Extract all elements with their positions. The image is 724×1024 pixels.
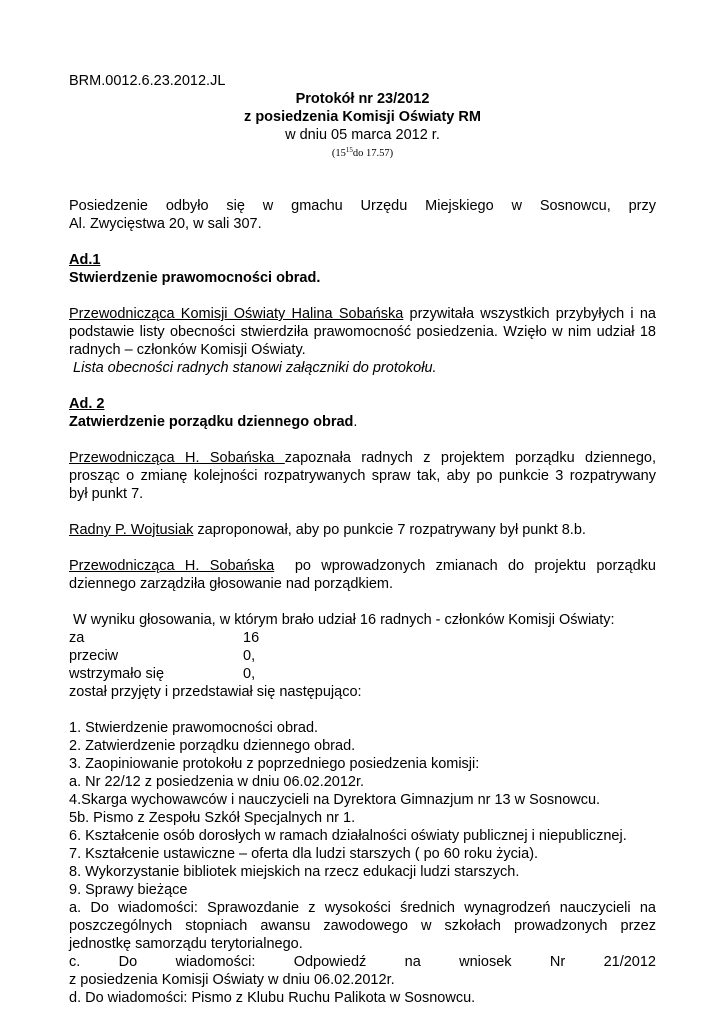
agenda-item: 8. Wykorzystanie bibliotek miejskich na rzecz edukacji ludzi starszych. bbox=[69, 864, 520, 880]
agenda-item: 3. Zaopiniowanie protokołu z poprzedniego posiedzenia komisji: bbox=[69, 756, 480, 772]
agenda-item: 4.Skarga wychowawców i nauczycieli na Dyrektora Gimnazjum nr 13 w Sosnowcu. bbox=[69, 792, 601, 808]
ad2-p3-line-2: dziennego zarządziła głosowanie nad porządkiem. bbox=[69, 576, 394, 592]
agenda-item-a-line-1: a. Do wiadomości: Sprawozdanie z wysokości średnich wynagrodzeń nauczycieli na bbox=[69, 900, 656, 916]
ad1-text-line-3: radnych – członków Komisji Oświaty. bbox=[69, 342, 306, 358]
document-page bbox=[69, 72, 656, 1007]
meeting-time: ($15^{15}do$ 17.57) bbox=[331, 146, 394, 159]
intro-line-1: Posiedzenie odbyło się w gmachu Urzędu Miejskiego w Sosnowcu, przy bbox=[69, 198, 656, 214]
agenda-item-c-line-2: z posiedzenia Komisji Oświaty w dniu 06.02.2012r. bbox=[69, 972, 395, 988]
ad2-p1-line-3: był punkt 7. bbox=[69, 486, 144, 502]
ad2-p3-speaker: Przewodnicząca H. Sobańska bbox=[69, 558, 275, 574]
agenda-item: 6. Kształcenie osób dorosłych w ramach działalności oświaty publicznej i niepublicznej. bbox=[69, 828, 627, 844]
ad2-p1-line-1: Przewodnicząca H. Sobańska zapoznała radnych z projektem porządku dziennego, bbox=[69, 450, 656, 466]
agenda-item: a. Nr 22/12 z posiedzenia w dniu 06.02.2012r. bbox=[69, 774, 365, 790]
agenda-item: 2. Zatwierdzenie porządku dziennego obrad. bbox=[69, 738, 356, 754]
ad1-attendance-note: Lista obecności radnych stanowi załączniki do protokołu. bbox=[69, 360, 437, 376]
vote-row-abstained: wstrzymało się 0, bbox=[69, 666, 256, 682]
ad2-p3-line-1: Przewodnicząca H. Sobańska po wprowadzonych zmianach do projektu porządku bbox=[69, 558, 656, 574]
agenda-item: 7. Kształcenie ustawiczne – oferta dla ludzi starszych ( po 60 roku życia). bbox=[69, 846, 539, 862]
time-start-minutes: 15 bbox=[345, 146, 353, 154]
ad1-text-line-1: Przewodnicząca Komisji Oświaty Halina Sobańska przywitała wszystkich przybyłych i na bbox=[69, 306, 656, 322]
protocol-subtitle: z posiedzenia Komisji Oświaty RM bbox=[244, 109, 481, 125]
meeting-date: w dniu 05 marca 2012 r. bbox=[285, 127, 440, 143]
agenda-item-a-line-3: jednostkę samorządu terytorialnego. bbox=[69, 936, 303, 952]
ad2-heading: Ad. 2 bbox=[69, 396, 105, 412]
vote-result: został przyjęty i przedstawiał się następująco: bbox=[69, 684, 362, 700]
protocol-title: Protokół nr 23/2012 bbox=[295, 91, 430, 107]
time-start: 15 bbox=[335, 148, 346, 159]
vote-results bbox=[69, 629, 656, 683]
agenda-item-d: d. Do wiadomości: Pismo z Klubu Ruchu Palikota w Sosnowcu. bbox=[69, 990, 476, 1006]
vote-row-against: przeciw 0, bbox=[69, 648, 256, 664]
ad1-text-line-2: podstawie listy obecności stwierdziła prawomocność posiedzenia. Wzięło w nim udział 18 bbox=[69, 324, 656, 340]
agenda-item: 1. Stwierdzenie prawomocności obrad. bbox=[69, 720, 319, 736]
document-reference: BRM.0012.6.23.2012.JL bbox=[69, 73, 226, 89]
vote-row-for: za 16 bbox=[69, 630, 260, 646]
agenda-list bbox=[69, 719, 656, 1007]
ad2-p1-speaker: Przewodnicząca H. Sobańska bbox=[69, 450, 285, 466]
intro-line-2: Al. Zwycięstwa 20, w sali 307. bbox=[69, 216, 262, 232]
ad1-subheading: Stwierdzenie prawomocności obrad. bbox=[69, 270, 321, 286]
ad2-p2: Radny P. Wojtusiak zaproponował, aby po punkcie 7 rozpatrywany był punkt 8.b. bbox=[69, 522, 586, 538]
protocol-header bbox=[69, 90, 656, 160]
agenda-item-c-line-1: c. Do wiadomości: Odpowiedź na wniosek Nr 21/2012 bbox=[69, 954, 656, 970]
ad1-speaker: Przewodnicząca Komisji Oświaty Halina Sobańska bbox=[69, 306, 404, 322]
vote-intro: W wyniku głosowania, w którym brało udział 16 radnych - członków Komisji Oświaty: bbox=[69, 612, 615, 628]
agenda-item: 9. Sprawy bieżące bbox=[69, 882, 188, 898]
agenda-item-a-line-2: poszczególnych stopniach awansu zawodowego w szkołach prowadzonych przez bbox=[69, 918, 656, 934]
ad2-p1-line-2: prosząc o zmianę kolejności rozpatrywanych spraw tak, aby po punkcie 3 rozpatrywany bbox=[69, 468, 656, 484]
ad2-p2-speaker: Radny P. Wojtusiak bbox=[69, 522, 194, 538]
ad1-heading: Ad.1 bbox=[69, 252, 101, 268]
agenda-item: 5b. Pismo z Zespołu Szkół Specjalnych nr 1. bbox=[69, 810, 356, 826]
ad2-subheading: Zatwierdzenie porządku dziennego obrad. bbox=[69, 414, 358, 430]
time-end: do 17.57 bbox=[352, 148, 390, 159]
